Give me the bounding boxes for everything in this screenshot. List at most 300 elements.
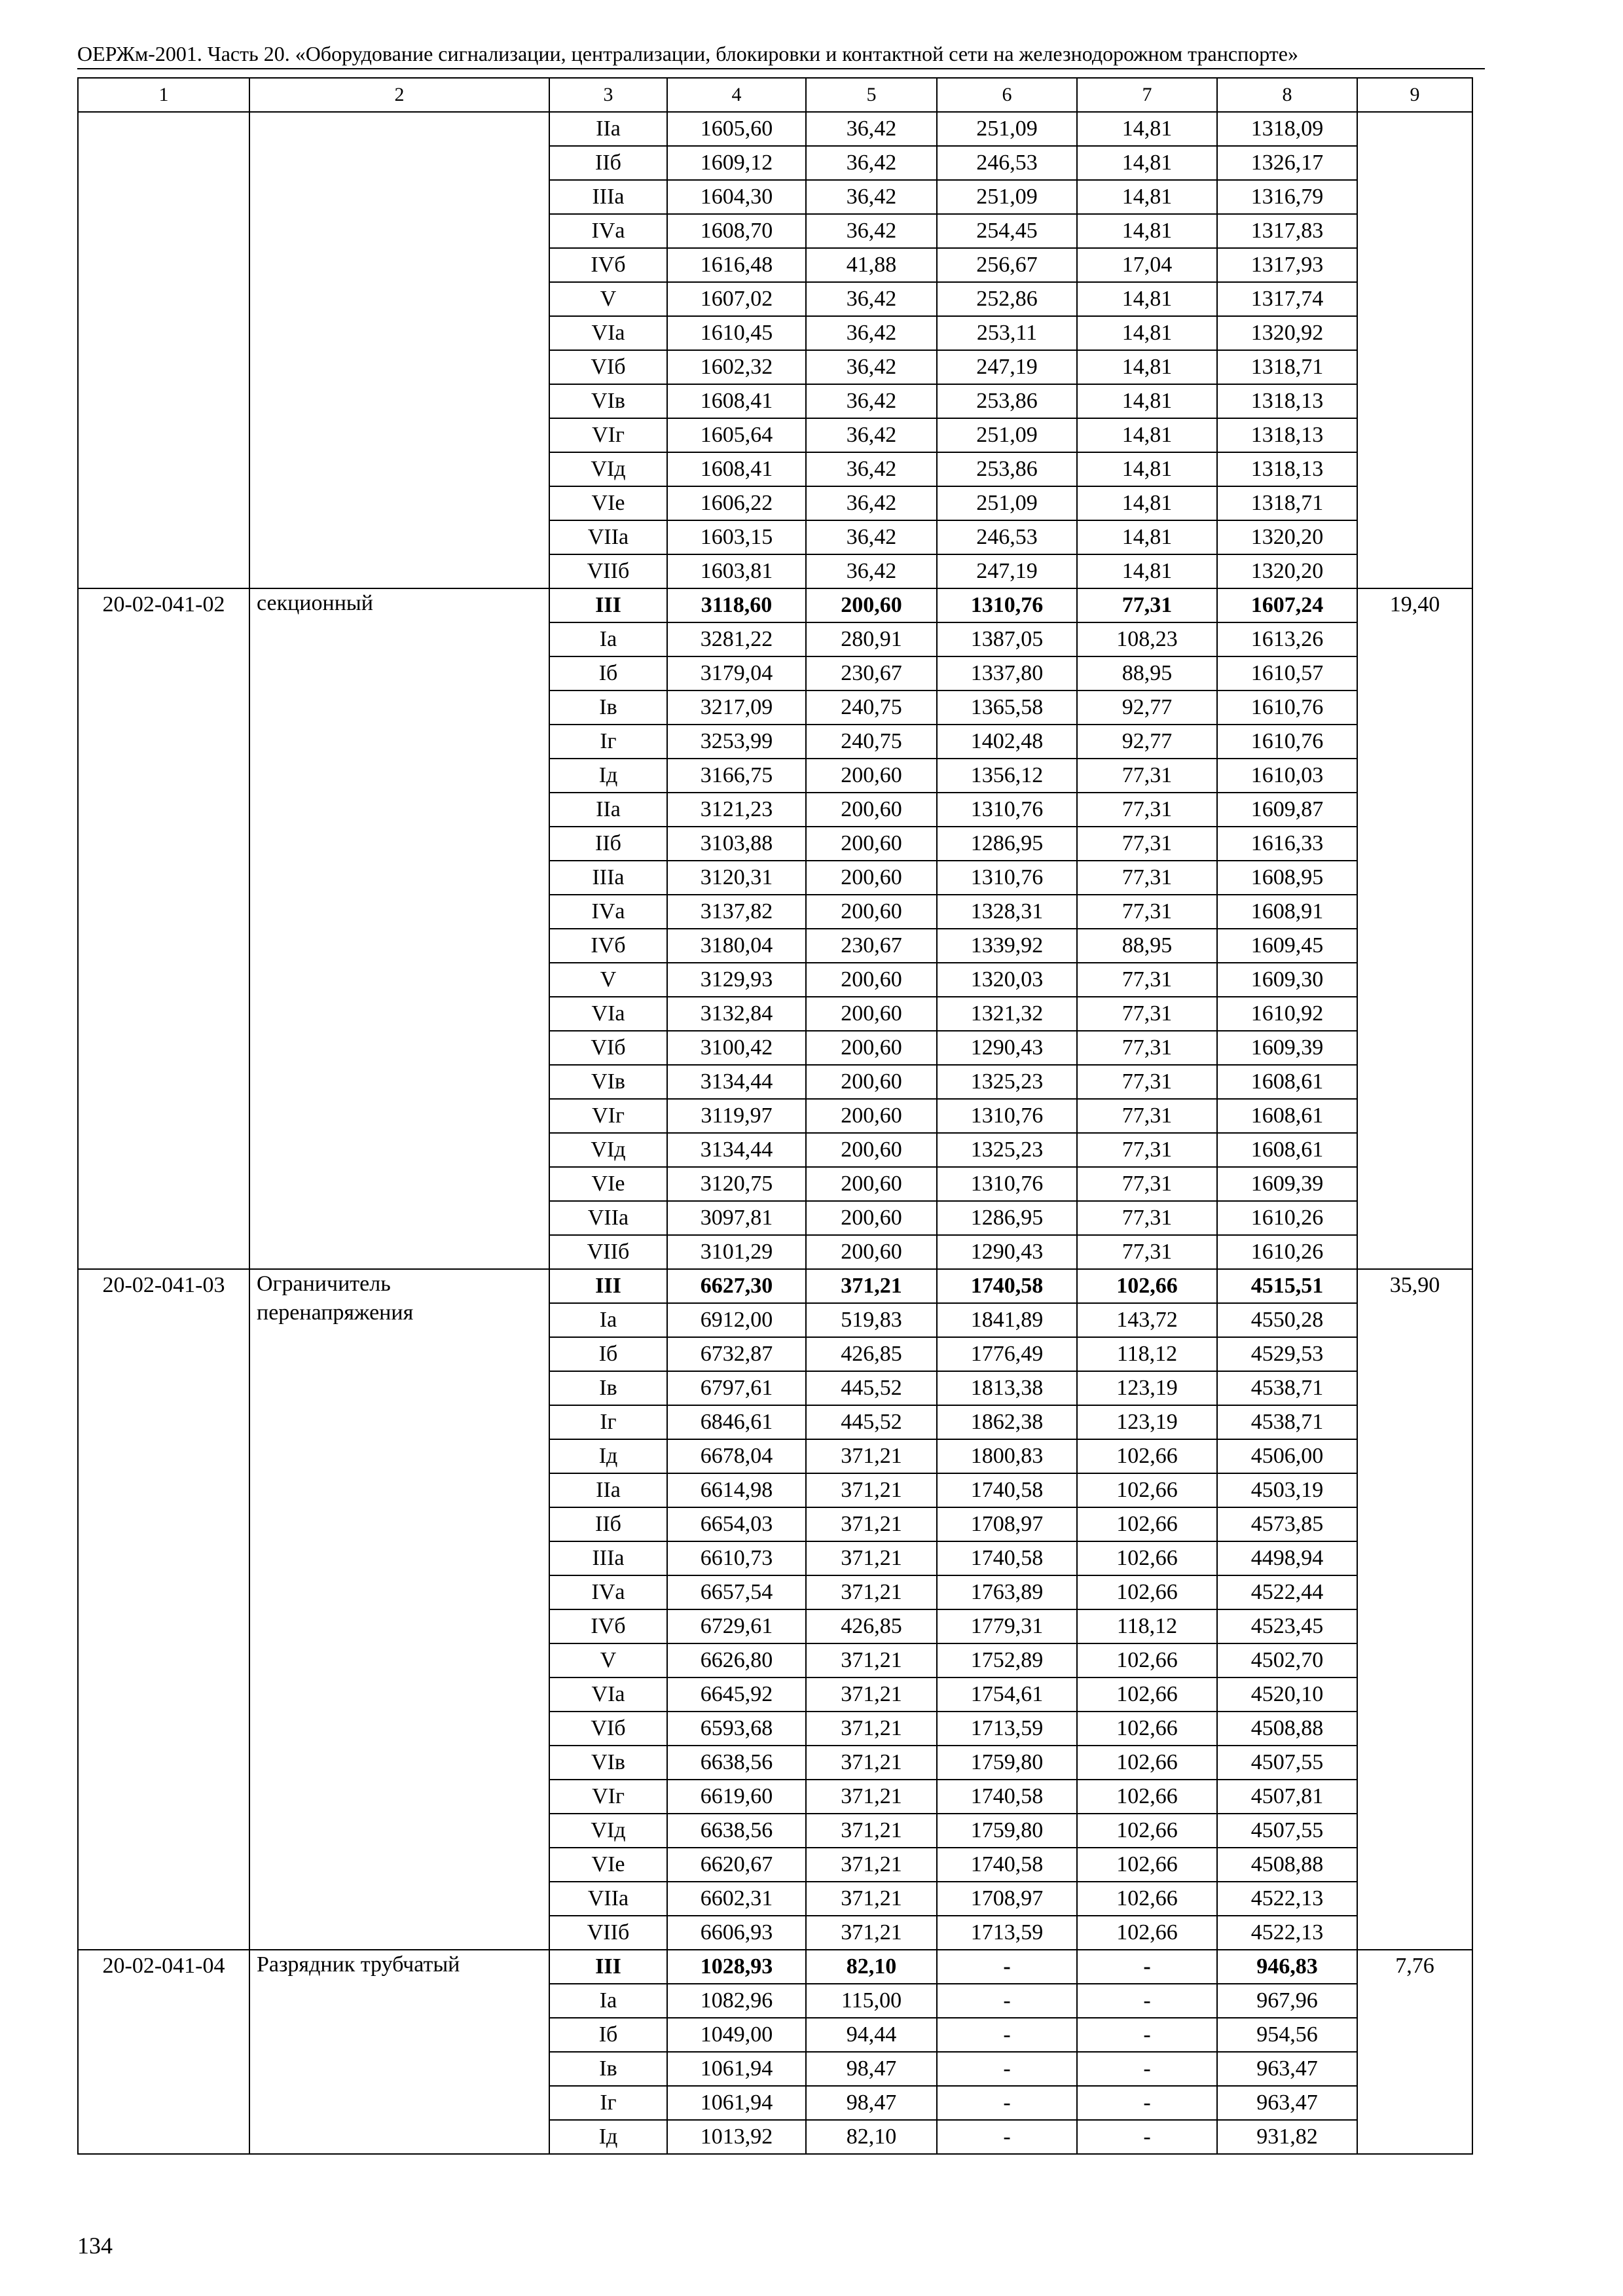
wages-cell: 371,21: [806, 1575, 937, 1609]
materials-cell: 1613,26: [1217, 622, 1357, 656]
machine-cost-cell: 1800,83: [937, 1439, 1077, 1473]
total-cost-cell: 6610,73: [667, 1541, 806, 1575]
materials-cell: 1610,57: [1217, 656, 1357, 691]
zone-cell: IVа: [549, 214, 667, 248]
machine-cost-cell: 1740,58: [937, 1848, 1077, 1882]
materials-cell: 1609,39: [1217, 1167, 1357, 1201]
zone-cell: VIIб: [549, 554, 667, 588]
wages-cell: 371,21: [806, 1269, 937, 1303]
column-number: 1: [78, 78, 249, 112]
total-cost-cell: 3120,75: [667, 1167, 806, 1201]
table-row: [78, 1950, 1472, 1984]
wages-cell: 240,75: [806, 725, 937, 759]
materials-cell: 1318,13: [1217, 384, 1357, 418]
machinist-wages-cell: 14,81: [1077, 554, 1217, 588]
machinist-wages-cell: 77,31: [1077, 997, 1217, 1031]
materials-cell: 1320,20: [1217, 554, 1357, 588]
machinist-wages-cell: 102,66: [1077, 1848, 1217, 1882]
wages-cell: 36,42: [806, 384, 937, 418]
wages-cell: 280,91: [806, 622, 937, 656]
wages-cell: 371,21: [806, 1916, 937, 1950]
wages-cell: 240,75: [806, 691, 937, 725]
wages-cell: 371,21: [806, 1814, 937, 1848]
materials-cell: 4506,00: [1217, 1439, 1357, 1473]
zone-cell: Iг: [549, 1405, 667, 1439]
wages-cell: 82,10: [806, 1950, 937, 1984]
wages-cell: 36,42: [806, 316, 937, 350]
zone-cell: Iа: [549, 622, 667, 656]
work-name: [249, 112, 549, 588]
zone-cell: VIа: [549, 997, 667, 1031]
machinist-wages-cell: 102,66: [1077, 1882, 1217, 1916]
total-cost-cell: 6619,60: [667, 1780, 806, 1814]
materials-cell: 4522,13: [1217, 1916, 1357, 1950]
total-cost-cell: 3166,75: [667, 759, 806, 793]
zone-cell: IVб: [549, 248, 667, 282]
machine-cost-cell: 1320,03: [937, 963, 1077, 997]
materials-cell: 1610,92: [1217, 997, 1357, 1031]
page-number: 134: [77, 2233, 113, 2259]
materials-cell: 1318,13: [1217, 418, 1357, 452]
zone-cell: VIе: [549, 1848, 667, 1882]
materials-cell: 1608,61: [1217, 1133, 1357, 1167]
machine-cost-cell: 1339,92: [937, 929, 1077, 963]
zone-cell: VIа: [549, 316, 667, 350]
machine-cost-cell: 246,53: [937, 146, 1077, 180]
machine-cost-cell: 1752,89: [937, 1643, 1077, 1677]
machine-cost-cell: 247,19: [937, 350, 1077, 384]
wages-cell: 200,60: [806, 861, 937, 895]
total-cost-cell: 3253,99: [667, 725, 806, 759]
wages-cell: 36,42: [806, 214, 937, 248]
machinist-wages-cell: 102,66: [1077, 1541, 1217, 1575]
zone-cell: IVа: [549, 895, 667, 929]
machine-cost-cell: 253,11: [937, 316, 1077, 350]
machinist-wages-cell: 102,66: [1077, 1269, 1217, 1303]
machine-cost-cell: 1337,80: [937, 656, 1077, 691]
wages-cell: 36,42: [806, 282, 937, 316]
machinist-wages-cell: 92,77: [1077, 725, 1217, 759]
wages-cell: 519,83: [806, 1303, 937, 1337]
machine-cost-cell: 1286,95: [937, 1201, 1077, 1235]
machinist-wages-cell: 123,19: [1077, 1371, 1217, 1405]
total-cost-cell: 1082,96: [667, 1984, 806, 2018]
total-cost-cell: 6654,03: [667, 1507, 806, 1541]
labor-rate: 19,40: [1357, 588, 1472, 1269]
machine-cost-cell: 1841,89: [937, 1303, 1077, 1337]
total-cost-cell: 1049,00: [667, 2018, 806, 2052]
machinist-wages-cell: 143,72: [1077, 1303, 1217, 1337]
total-cost-cell: 6614,98: [667, 1473, 806, 1507]
total-cost-cell: 6606,93: [667, 1916, 806, 1950]
wages-cell: 200,60: [806, 1167, 937, 1201]
machinist-wages-cell: 102,66: [1077, 1473, 1217, 1507]
wages-cell: 445,52: [806, 1405, 937, 1439]
machine-cost-cell: 1759,80: [937, 1746, 1077, 1780]
total-cost-cell: 6797,61: [667, 1371, 806, 1405]
machinist-wages-cell: 102,66: [1077, 1439, 1217, 1473]
machinist-wages-cell: -: [1077, 2052, 1217, 2086]
machinist-wages-cell: 118,12: [1077, 1337, 1217, 1371]
zone-cell: VIв: [549, 1065, 667, 1099]
wages-cell: 36,42: [806, 520, 937, 554]
zone-cell: III: [549, 1269, 667, 1303]
machine-cost-cell: -: [937, 2120, 1077, 2154]
total-cost-cell: 3134,44: [667, 1133, 806, 1167]
materials-cell: 1326,17: [1217, 146, 1357, 180]
column-number: 6: [937, 78, 1077, 112]
wages-cell: 98,47: [806, 2086, 937, 2120]
wages-cell: 200,60: [806, 1065, 937, 1099]
machine-cost-cell: 1779,31: [937, 1609, 1077, 1643]
work-name: Ограничитель перенапряжения: [249, 1269, 549, 1950]
wages-cell: 200,60: [806, 895, 937, 929]
machinist-wages-cell: 77,31: [1077, 759, 1217, 793]
total-cost-cell: 3097,81: [667, 1201, 806, 1235]
machinist-wages-cell: 102,66: [1077, 1916, 1217, 1950]
total-cost-cell: 6732,87: [667, 1337, 806, 1371]
zone-cell: IIIа: [549, 861, 667, 895]
wages-cell: 371,21: [806, 1507, 937, 1541]
machine-cost-cell: 1813,38: [937, 1371, 1077, 1405]
materials-cell: 1610,76: [1217, 725, 1357, 759]
total-cost-cell: 6678,04: [667, 1439, 806, 1473]
wages-cell: 371,21: [806, 1643, 937, 1677]
wages-cell: 371,21: [806, 1439, 937, 1473]
machinist-wages-cell: 92,77: [1077, 691, 1217, 725]
machinist-wages-cell: 77,31: [1077, 1235, 1217, 1269]
machine-cost-cell: 1328,31: [937, 895, 1077, 929]
materials-cell: 4538,71: [1217, 1371, 1357, 1405]
work-name: секционный: [249, 588, 549, 1269]
machine-cost-cell: 1290,43: [937, 1235, 1077, 1269]
zone-cell: IIIа: [549, 180, 667, 214]
machinist-wages-cell: -: [1077, 2086, 1217, 2120]
machine-cost-cell: 256,67: [937, 248, 1077, 282]
wages-cell: 36,42: [806, 180, 937, 214]
table-row: [78, 112, 1472, 146]
wages-cell: 200,60: [806, 1235, 937, 1269]
zone-cell: VIг: [549, 1780, 667, 1814]
machine-cost-cell: 251,09: [937, 486, 1077, 520]
total-cost-cell: 1061,94: [667, 2052, 806, 2086]
total-cost-cell: 3137,82: [667, 895, 806, 929]
wages-cell: 200,60: [806, 759, 937, 793]
machinist-wages-cell: 77,31: [1077, 793, 1217, 827]
machinist-wages-cell: 14,81: [1077, 112, 1217, 146]
total-cost-cell: 3118,60: [667, 588, 806, 622]
machine-cost-cell: 253,86: [937, 452, 1077, 486]
machine-cost-cell: 1862,38: [937, 1405, 1077, 1439]
machine-cost-cell: 246,53: [937, 520, 1077, 554]
machinist-wages-cell: 14,81: [1077, 486, 1217, 520]
wages-cell: 36,42: [806, 452, 937, 486]
materials-cell: 4538,71: [1217, 1405, 1357, 1439]
machinist-wages-cell: 14,81: [1077, 316, 1217, 350]
machine-cost-cell: 1740,58: [937, 1473, 1077, 1507]
column-number-row: [78, 78, 1472, 112]
total-cost-cell: 6620,67: [667, 1848, 806, 1882]
machinist-wages-cell: 77,31: [1077, 1133, 1217, 1167]
machinist-wages-cell: 102,66: [1077, 1643, 1217, 1677]
machine-cost-cell: 252,86: [937, 282, 1077, 316]
machine-cost-cell: -: [937, 1984, 1077, 2018]
zone-cell: IVа: [549, 1575, 667, 1609]
machinist-wages-cell: 77,31: [1077, 588, 1217, 622]
materials-cell: 4573,85: [1217, 1507, 1357, 1541]
machine-cost-cell: -: [937, 2052, 1077, 2086]
materials-cell: 4498,94: [1217, 1541, 1357, 1575]
materials-cell: 1609,87: [1217, 793, 1357, 827]
total-cost-cell: 3180,04: [667, 929, 806, 963]
machine-cost-cell: -: [937, 1950, 1077, 1984]
materials-cell: 4503,19: [1217, 1473, 1357, 1507]
materials-cell: 1607,24: [1217, 588, 1357, 622]
wages-cell: 82,10: [806, 2120, 937, 2154]
zone-cell: VIв: [549, 1746, 667, 1780]
wages-cell: 371,21: [806, 1541, 937, 1575]
materials-cell: 1318,71: [1217, 486, 1357, 520]
zone-cell: IIа: [549, 1473, 667, 1507]
rate-code: [78, 112, 249, 588]
materials-cell: 954,56: [1217, 2018, 1357, 2052]
zone-cell: III: [549, 588, 667, 622]
materials-cell: 967,96: [1217, 1984, 1357, 2018]
total-cost-cell: 1013,92: [667, 2120, 806, 2154]
materials-cell: 1608,61: [1217, 1099, 1357, 1133]
materials-cell: 1317,74: [1217, 282, 1357, 316]
rates-table: [77, 77, 1473, 2155]
total-cost-cell: 6638,56: [667, 1814, 806, 1848]
zone-cell: IVб: [549, 1609, 667, 1643]
column-number: 3: [549, 78, 667, 112]
machinist-wages-cell: 14,81: [1077, 180, 1217, 214]
machinist-wages-cell: 77,31: [1077, 861, 1217, 895]
zone-cell: Iг: [549, 2086, 667, 2120]
machinist-wages-cell: 14,81: [1077, 146, 1217, 180]
total-cost-cell: 3179,04: [667, 656, 806, 691]
machine-cost-cell: 1290,43: [937, 1031, 1077, 1065]
rate-code: 20-02-041-02: [78, 588, 249, 1269]
zone-cell: VIIб: [549, 1916, 667, 1950]
machinist-wages-cell: 102,66: [1077, 1746, 1217, 1780]
materials-cell: 1609,45: [1217, 929, 1357, 963]
total-cost-cell: 3132,84: [667, 997, 806, 1031]
materials-cell: 1610,76: [1217, 691, 1357, 725]
total-cost-cell: 1603,81: [667, 554, 806, 588]
work-name: Разрядник трубчатый: [249, 1950, 549, 2154]
machinist-wages-cell: -: [1077, 1984, 1217, 2018]
total-cost-cell: 6645,92: [667, 1677, 806, 1712]
materials-cell: 946,83: [1217, 1950, 1357, 1984]
machinist-wages-cell: 77,31: [1077, 1167, 1217, 1201]
materials-cell: 1610,26: [1217, 1235, 1357, 1269]
machine-cost-cell: 1759,80: [937, 1814, 1077, 1848]
machine-cost-cell: 1776,49: [937, 1337, 1077, 1371]
wages-cell: 371,21: [806, 1848, 937, 1882]
total-cost-cell: 6593,68: [667, 1712, 806, 1746]
wages-cell: 426,85: [806, 1337, 937, 1371]
total-cost-cell: 6657,54: [667, 1575, 806, 1609]
total-cost-cell: 1603,15: [667, 520, 806, 554]
total-cost-cell: 6626,80: [667, 1643, 806, 1677]
machine-cost-cell: 1740,58: [937, 1780, 1077, 1814]
zone-cell: Iа: [549, 1303, 667, 1337]
machinist-wages-cell: 77,31: [1077, 963, 1217, 997]
zone-cell: Iа: [549, 1984, 667, 2018]
zone-cell: IIа: [549, 793, 667, 827]
zone-cell: Iб: [549, 1337, 667, 1371]
zone-cell: IIа: [549, 112, 667, 146]
zone-cell: III: [549, 1950, 667, 1984]
materials-cell: 1610,03: [1217, 759, 1357, 793]
total-cost-cell: 1604,30: [667, 180, 806, 214]
column-number: 9: [1357, 78, 1472, 112]
total-cost-cell: 1605,64: [667, 418, 806, 452]
machine-cost-cell: 1708,97: [937, 1882, 1077, 1916]
machine-cost-cell: 1310,76: [937, 861, 1077, 895]
machinist-wages-cell: 14,81: [1077, 520, 1217, 554]
total-cost-cell: 3129,93: [667, 963, 806, 997]
wages-cell: 230,67: [806, 929, 937, 963]
zone-cell: VIе: [549, 486, 667, 520]
total-cost-cell: 6602,31: [667, 1882, 806, 1916]
total-cost-cell: 1606,22: [667, 486, 806, 520]
machinist-wages-cell: 102,66: [1077, 1712, 1217, 1746]
zone-cell: VIб: [549, 1031, 667, 1065]
wages-cell: 36,42: [806, 146, 937, 180]
zone-cell: Iг: [549, 725, 667, 759]
wages-cell: 445,52: [806, 1371, 937, 1405]
total-cost-cell: 1028,93: [667, 1950, 806, 1984]
zone-cell: IVб: [549, 929, 667, 963]
total-cost-cell: 3120,31: [667, 861, 806, 895]
materials-cell: 1318,09: [1217, 112, 1357, 146]
machinist-wages-cell: 123,19: [1077, 1405, 1217, 1439]
total-cost-cell: 6627,30: [667, 1269, 806, 1303]
total-cost-cell: 3100,42: [667, 1031, 806, 1065]
materials-cell: 1608,61: [1217, 1065, 1357, 1099]
zone-cell: Iд: [549, 2120, 667, 2154]
materials-cell: 1616,33: [1217, 827, 1357, 861]
zone-cell: VIд: [549, 1133, 667, 1167]
wages-cell: 200,60: [806, 963, 937, 997]
wages-cell: 371,21: [806, 1712, 937, 1746]
zone-cell: Iб: [549, 656, 667, 691]
wages-cell: 36,42: [806, 418, 937, 452]
machinist-wages-cell: 88,95: [1077, 929, 1217, 963]
column-number: 2: [249, 78, 549, 112]
materials-cell: 4520,10: [1217, 1677, 1357, 1712]
zone-cell: VIб: [549, 1712, 667, 1746]
materials-cell: 1609,39: [1217, 1031, 1357, 1065]
wages-cell: 200,60: [806, 1133, 937, 1167]
column-number: 7: [1077, 78, 1217, 112]
total-cost-cell: 1061,94: [667, 2086, 806, 2120]
materials-cell: 4522,13: [1217, 1882, 1357, 1916]
zone-cell: Iд: [549, 759, 667, 793]
machinist-wages-cell: 77,31: [1077, 827, 1217, 861]
materials-cell: 1317,93: [1217, 248, 1357, 282]
materials-cell: 1320,20: [1217, 520, 1357, 554]
machine-cost-cell: 1286,95: [937, 827, 1077, 861]
zone-cell: VIд: [549, 1814, 667, 1848]
wages-cell: 371,21: [806, 1746, 937, 1780]
materials-cell: 1608,91: [1217, 895, 1357, 929]
materials-cell: 1608,95: [1217, 861, 1357, 895]
machinist-wages-cell: 14,81: [1077, 214, 1217, 248]
total-cost-cell: 1607,02: [667, 282, 806, 316]
wages-cell: 36,42: [806, 486, 937, 520]
machinist-wages-cell: 14,81: [1077, 384, 1217, 418]
zone-cell: VIг: [549, 418, 667, 452]
zone-cell: VIIа: [549, 1201, 667, 1235]
zone-cell: Iд: [549, 1439, 667, 1473]
total-cost-cell: 1610,45: [667, 316, 806, 350]
zone-cell: V: [549, 282, 667, 316]
column-number: 4: [667, 78, 806, 112]
machinist-wages-cell: 77,31: [1077, 1201, 1217, 1235]
materials-cell: 931,82: [1217, 2120, 1357, 2154]
machine-cost-cell: -: [937, 2086, 1077, 2120]
materials-cell: 963,47: [1217, 2086, 1357, 2120]
wages-cell: 371,21: [806, 1780, 937, 1814]
table-row: [78, 1269, 1472, 1303]
machine-cost-cell: 251,09: [937, 418, 1077, 452]
wages-cell: 115,00: [806, 1984, 937, 2018]
total-cost-cell: 3217,09: [667, 691, 806, 725]
total-cost-cell: 1608,70: [667, 214, 806, 248]
materials-cell: 4507,55: [1217, 1814, 1357, 1848]
machinist-wages-cell: -: [1077, 2120, 1217, 2154]
machine-cost-cell: 1754,61: [937, 1677, 1077, 1712]
materials-cell: 4507,55: [1217, 1746, 1357, 1780]
materials-cell: 1318,13: [1217, 452, 1357, 486]
wages-cell: 200,60: [806, 1201, 937, 1235]
total-cost-cell: 1608,41: [667, 384, 806, 418]
total-cost-cell: 1605,60: [667, 112, 806, 146]
zone-cell: IIб: [549, 827, 667, 861]
machine-cost-cell: 1763,89: [937, 1575, 1077, 1609]
zone-cell: VIг: [549, 1099, 667, 1133]
wages-cell: 230,67: [806, 656, 937, 691]
total-cost-cell: 1609,12: [667, 146, 806, 180]
total-cost-cell: 1602,32: [667, 350, 806, 384]
total-cost-cell: 3101,29: [667, 1235, 806, 1269]
zone-cell: VIIа: [549, 1882, 667, 1916]
total-cost-cell: 3134,44: [667, 1065, 806, 1099]
materials-cell: 1609,30: [1217, 963, 1357, 997]
wages-cell: 94,44: [806, 2018, 937, 2052]
wages-cell: 200,60: [806, 588, 937, 622]
materials-cell: 4522,44: [1217, 1575, 1357, 1609]
total-cost-cell: 6638,56: [667, 1746, 806, 1780]
zone-cell: VIа: [549, 1677, 667, 1712]
wages-cell: 371,21: [806, 1677, 937, 1712]
machine-cost-cell: 253,86: [937, 384, 1077, 418]
zone-cell: Iб: [549, 2018, 667, 2052]
machinist-wages-cell: 102,66: [1077, 1575, 1217, 1609]
materials-cell: 4529,53: [1217, 1337, 1357, 1371]
machine-cost-cell: 1325,23: [937, 1133, 1077, 1167]
materials-cell: 4507,81: [1217, 1780, 1357, 1814]
total-cost-cell: 6729,61: [667, 1609, 806, 1643]
machinist-wages-cell: 118,12: [1077, 1609, 1217, 1643]
materials-cell: 4523,45: [1217, 1609, 1357, 1643]
zone-cell: VIе: [549, 1167, 667, 1201]
machine-cost-cell: 247,19: [937, 554, 1077, 588]
machine-cost-cell: 251,09: [937, 180, 1077, 214]
